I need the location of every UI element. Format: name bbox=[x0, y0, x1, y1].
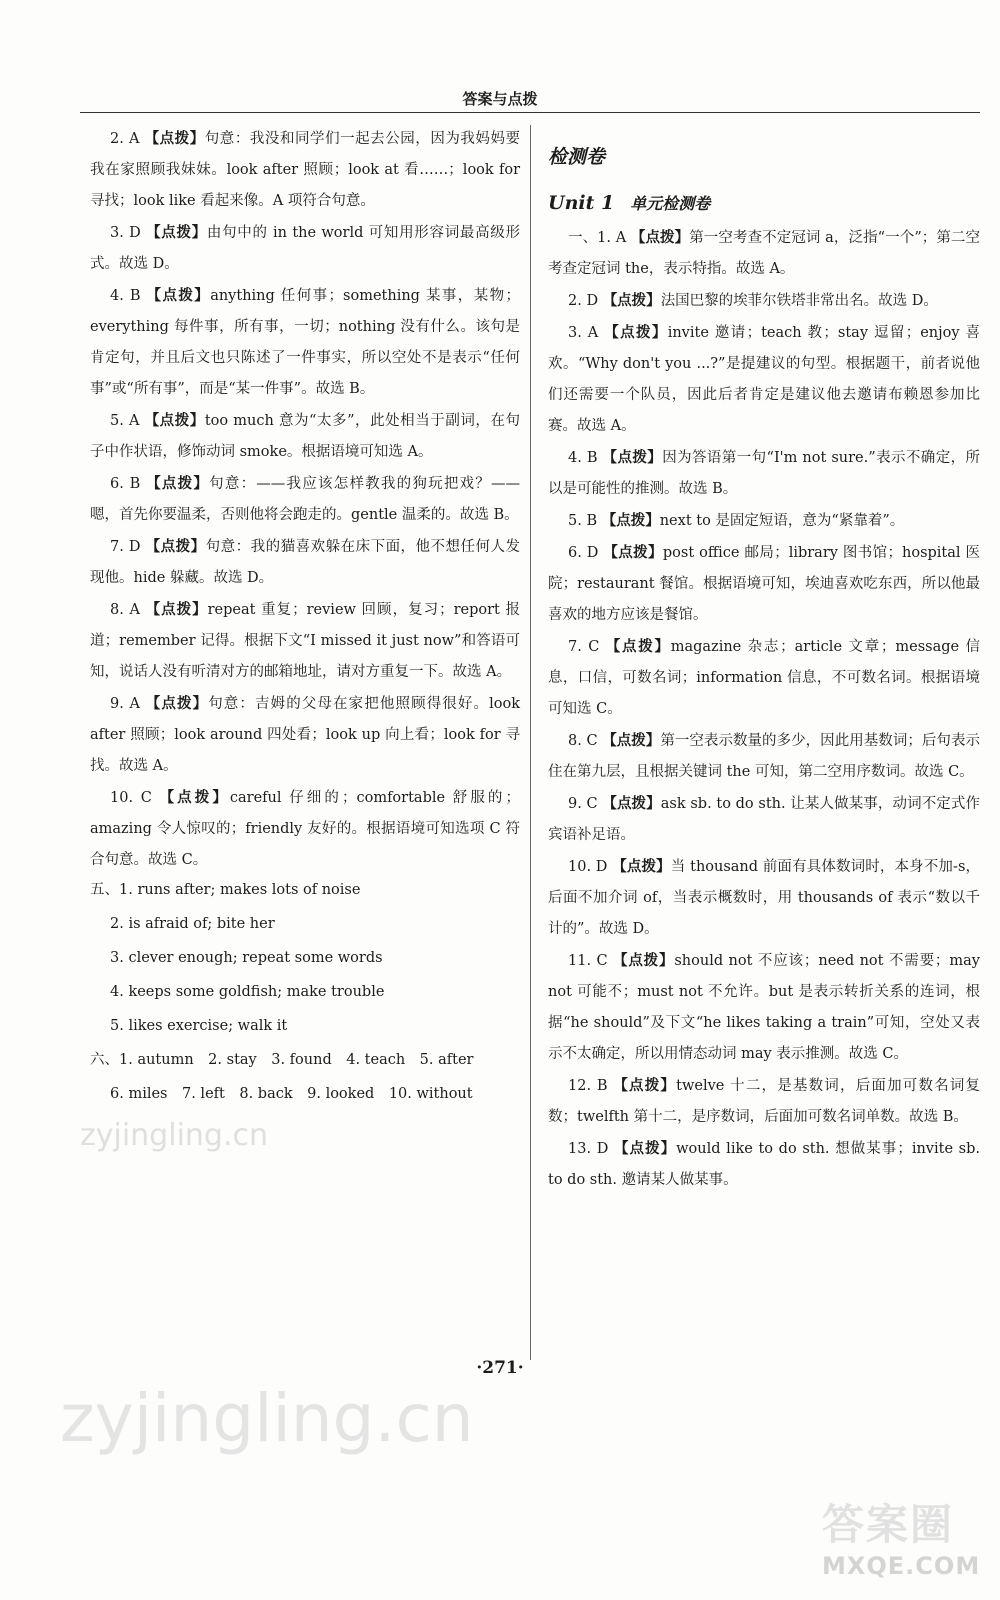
answer-explanation: magazine 杂志；article 文章；message 信息，口信，可数名词；information 信息，不可数名词。根据语境可知选 C。 bbox=[548, 639, 981, 717]
answer-entry bbox=[548, 726, 980, 788]
answer-number: 9. A bbox=[110, 696, 141, 712]
answer-entry bbox=[548, 1134, 980, 1196]
answer-number: 5. B bbox=[568, 513, 598, 529]
answer-number: 3. D bbox=[110, 225, 141, 241]
answer-explanation: 由句中的 in the world 可知用形容词最高级形式。故选 D。 bbox=[90, 225, 520, 272]
answer-number: 2. D bbox=[568, 293, 599, 309]
watermark-text: zyjingling.cn bbox=[80, 1118, 268, 1153]
watermark-text: zyjingling.cn bbox=[60, 1380, 474, 1457]
answer-number: 4. B bbox=[110, 288, 141, 304]
hint-tag: 【点拨】 bbox=[159, 790, 230, 806]
section-five-line: 五、1. runs after; makes lots of noise bbox=[90, 882, 361, 898]
answer-entry bbox=[90, 281, 520, 405]
answer-explanation: careful 仔细的；comfortable 舒服的；amazing 令人惊叹的；friendly 友好的。根据语境可知选项 C 符合句意。故选 C。 bbox=[90, 790, 521, 868]
hint-tag: 【点拨】 bbox=[605, 639, 671, 655]
answer-entry bbox=[548, 443, 980, 505]
answer-number: 8. A bbox=[110, 602, 140, 618]
answer-entry bbox=[90, 532, 520, 594]
hint-tag: 【点拨】 bbox=[144, 413, 205, 429]
answer-explanation: would like to do sth. 想做某事；invite sb. to do sth. 邀请某人做某事。 bbox=[548, 1141, 981, 1188]
hint-tag: 【点拨】 bbox=[146, 476, 210, 492]
logo-mark: 答案圈 bbox=[822, 1500, 955, 1549]
answer-explanation: repeat 重复；review 回顾，复习；report 报道；remember 记得。根据下文“I missed it just now”和答语可知，说话人没有听清对方的邮箱地址，请对方重复一下。故选 A。 bbox=[90, 602, 521, 680]
answer-number: 4. B bbox=[568, 450, 598, 466]
answer-number: 13. D bbox=[568, 1141, 609, 1157]
answer-entry bbox=[90, 469, 520, 531]
hint-tag: 【点拨】 bbox=[602, 293, 661, 309]
logo-url: MXQE.COM bbox=[822, 1552, 981, 1580]
answer-number: 2. A bbox=[110, 131, 140, 147]
answer-entry bbox=[548, 789, 980, 851]
answer-explanation: invite 邀请；teach 教；stay 逗留；enjoy 喜欢。“Why don't you ...?”是提建议的句型。根据题干，前者说他们还需要一个队员，因此后者肯定是建议他去邀请布赖恩参加比赛。故选 A。 bbox=[548, 325, 981, 434]
answer-explanation: 当 thousand 前面有具体数词时，本身不加-s，后面不加介词 of，当表示概数时，用 thousands of 表示“数以千计的”。故选 D。 bbox=[548, 859, 981, 937]
section-five-line: 2. is afraid of; bite her bbox=[110, 916, 275, 932]
answer-explanation: too much 意为“太多”，此处相当于副词，在句子中作状语，修饰动词 smoke。根据语境可知选 A。 bbox=[90, 413, 520, 460]
corner-logo bbox=[822, 1492, 980, 1587]
answer-explanation: 法国巴黎的埃菲尔铁塔非常出名。故选 D。 bbox=[660, 293, 938, 309]
answer-number: 3. A bbox=[568, 325, 599, 341]
left-answer-list bbox=[90, 124, 520, 876]
answer-explanation: 句意：——我应该怎样教我的狗玩把戏？——嗯，首先你要温柔，否则他将会跑走的。gentle 温柔的。故选 B。 bbox=[90, 476, 521, 523]
answer-explanation: next to 是固定短语，意为“紧靠着”。 bbox=[659, 513, 905, 529]
hint-tag: 【点拨】 bbox=[146, 225, 207, 241]
left-column bbox=[90, 124, 520, 1111]
hint-tag: 【点拨】 bbox=[602, 450, 663, 466]
section-five-line: 3. clever enough; repeat some words bbox=[110, 950, 383, 966]
answer-number: 6. D bbox=[568, 545, 599, 561]
hint-tag: 【点拨】 bbox=[145, 539, 206, 555]
section-title: 检测卷 bbox=[548, 146, 606, 168]
answer-entry bbox=[548, 1071, 980, 1133]
section-five-line: 5. likes exercise; walk it bbox=[110, 1018, 288, 1034]
answer-number: 11. C bbox=[568, 953, 608, 969]
column-divider bbox=[530, 125, 531, 1360]
answer-number: 8. C bbox=[568, 733, 598, 749]
answer-entry bbox=[548, 852, 980, 945]
answer-entry bbox=[90, 124, 520, 217]
answer-explanation: 句意：我没和同学们一起去公园，因为我妈妈要我在家照顾我妹妹。look after 照顾；look at 看……；look for 寻找；look like 看起来像。A 项符合句意。 bbox=[90, 131, 521, 209]
answer-entry bbox=[548, 946, 980, 1070]
answer-number: 6. B bbox=[110, 476, 141, 492]
hint-tag: 【点拨】 bbox=[145, 602, 208, 618]
section-six-line: 6. miles 7. left 8. back 9. looked 10. without bbox=[110, 1086, 473, 1102]
answer-number: 10. C bbox=[110, 790, 152, 806]
unit-heading bbox=[548, 189, 980, 218]
answer-entry bbox=[90, 218, 520, 280]
answer-explanation: 因为答语第一句“I'm not sure.”表示不确定，所以是可能性的推测。故选 B。 bbox=[548, 450, 981, 497]
page-number: ·271· bbox=[476, 1358, 524, 1378]
answer-entry bbox=[90, 406, 520, 468]
answer-entry bbox=[548, 223, 980, 285]
answer-number: 9. C bbox=[568, 796, 598, 812]
answer-number: 12. B bbox=[568, 1078, 608, 1094]
right-column bbox=[548, 124, 980, 1197]
hint-tag: 【点拨】 bbox=[602, 733, 661, 749]
hint-tag: 【点拨】 bbox=[613, 1078, 677, 1094]
hint-tag: 【点拨】 bbox=[613, 953, 675, 969]
section-five bbox=[90, 873, 520, 1043]
section-six-line: 六、1. autumn 2. stay 3. found 4. teach 5. after bbox=[90, 1052, 474, 1068]
answer-explanation: 第一空考查不定冠词 a，泛指“一个”；第二空考查定冠词 the，表示特指。故选 A。 bbox=[548, 230, 981, 277]
section-six bbox=[90, 1043, 520, 1111]
answer-number: 10. D bbox=[568, 859, 608, 875]
answer-number: 7. D bbox=[110, 539, 141, 555]
answer-explanation: twelve 十二，是基数词，后面加可数名词复数；twelfth 第十二，是序数词，后面加可数名词单数。故选 B。 bbox=[548, 1078, 981, 1125]
hint-tag: 【点拨】 bbox=[601, 513, 660, 529]
hint-tag: 【点拨】 bbox=[602, 796, 661, 812]
answer-number: 7. C bbox=[568, 639, 600, 655]
hint-tag: 【点拨】 bbox=[146, 288, 211, 304]
answer-explanation: 句意：吉姆的父母在家把他照顾得很好。look after 照顾；look around 四处看；look up 向上看；look for 寻找。故选 A。 bbox=[90, 696, 521, 774]
hint-tag: 【点拨】 bbox=[630, 230, 690, 246]
answer-entry bbox=[548, 538, 980, 631]
answer-number: 5. A bbox=[110, 413, 140, 429]
answer-entry bbox=[90, 689, 520, 782]
hint-tag: 【点拨】 bbox=[145, 696, 209, 712]
unit-label: Unit 1 bbox=[548, 192, 615, 214]
hint-tag: 【点拨】 bbox=[612, 859, 671, 875]
hint-tag: 【点拨】 bbox=[603, 545, 663, 561]
section-five-line: 4. keeps some goldfish; make trouble bbox=[110, 984, 385, 1000]
answer-entry bbox=[90, 783, 520, 876]
hint-tag: 【点拨】 bbox=[144, 131, 205, 147]
answer-explanation: 句意：我的猫喜欢躲在床下面，他不想任何人发现他。hide 躲藏。故选 D。 bbox=[90, 539, 521, 586]
answer-entry bbox=[548, 286, 980, 317]
right-answer-list bbox=[548, 223, 980, 1196]
answer-explanation: 第一空表示数量的多少，因此用基数词；后句表示住在第九层，且根据关键词 the 可知，第二空用序数词。故选 C。 bbox=[548, 733, 980, 780]
answer-explanation: ask sb. to do sth. 让某人做某事，动词不定式作宾语补足语。 bbox=[548, 796, 980, 843]
answer-entry bbox=[90, 595, 520, 688]
hint-tag: 【点拨】 bbox=[604, 325, 668, 341]
answer-explanation: should not 不应该；need not 不需要；may not 可能不；must not 不允许。but 是表示转折关系的连词，根据“he should”及下文“he likes taking a train”可知，空处又表示不太确定，所以用情态动词 may 表示推测。故选 C。 bbox=[548, 953, 980, 1062]
header-rule bbox=[80, 112, 980, 113]
page-header-title: 答案与点拨 bbox=[462, 90, 538, 108]
answer-explanation: anything 任何事；something 某事，某物；everything 每件事，所有事，一切；nothing 没有什么。该句是肯定句，并且后文也只陈述了一件事实，所以空处不是表示“任何事”或“所有事”，而是“某一件事”。故选 B。 bbox=[90, 288, 521, 397]
unit-title: 单元检测卷 bbox=[630, 194, 711, 213]
answer-number: 一、1. A bbox=[568, 230, 627, 246]
answer-explanation: post office 邮局；library 图书馆；hospital 医院；restaurant 餐馆。根据语境可知，埃迪喜欢吃东西，所以他最喜欢的地方应该是餐馆。 bbox=[548, 545, 981, 623]
hint-tag: 【点拨】 bbox=[614, 1141, 677, 1157]
answer-entry bbox=[548, 506, 980, 537]
answer-entry bbox=[548, 632, 980, 725]
answer-entry bbox=[548, 318, 980, 442]
